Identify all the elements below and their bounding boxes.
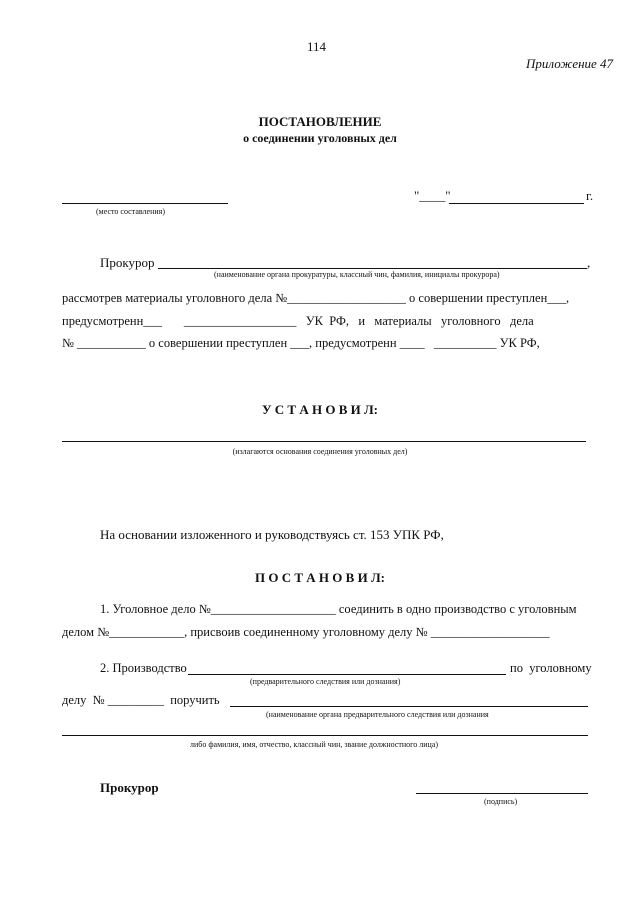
page-number: 114 [307, 39, 327, 54]
item2-line2 [230, 706, 588, 707]
place-line [62, 203, 228, 204]
body-line-1: рассмотрев материалы уголовного дела №___________________ о совершении преступлен___, [62, 291, 570, 305]
item2-right: по уголовному [510, 661, 592, 675]
item2-line3 [62, 735, 588, 736]
prosecutor-hint: (наименование органа прокуратуры, классный чин, фамилия, инициалы прокурора) [214, 270, 500, 279]
item2-hint3: либо фамилия, имя, отчество, классный чин, звание должностного лица) [190, 740, 439, 749]
document-subtitle: о соединении уголовных дел [243, 131, 397, 145]
year-suffix: г. [586, 188, 594, 203]
date-line [449, 203, 584, 204]
item2-hint2: (наименование органа предварительного следствия или дознания [266, 710, 489, 719]
signature-line [416, 793, 588, 794]
place-hint: (место составления) [96, 207, 165, 216]
appendix-label: Приложение 47 [526, 56, 614, 71]
basis-text: На основании изложенного и руководствуясь ст. 153 УПК РФ, [100, 527, 444, 542]
established-heading: У С Т А Н О В И Л: [261, 402, 378, 417]
prosecutor-label: Прокурор [100, 255, 155, 270]
item2-line2-label: делу № _________ поручить [62, 693, 220, 707]
body-line-3: № ___________ о совершении преступлен ___, предусмотренн ____ __________ УК РФ, [62, 336, 540, 350]
established-line [62, 441, 586, 442]
document-title: ПОСТАНОВЛЕНИЕ [258, 114, 382, 129]
date-quotes: "____" [414, 188, 451, 203]
decided-heading: П О С Т А Н О В И Л: [255, 570, 385, 585]
signature-hint: (подпись) [484, 797, 518, 806]
body-line-2: предусмотренн___ __________________ УК РФ, и материалы уголовного дела [62, 314, 534, 328]
established-hint: (излагаются основания соединения уголовных дел) [232, 447, 408, 456]
item1-line1: 1. Уголовное дело №____________________ соединить в одно производство с уголовным [100, 602, 577, 616]
prosecutor-comma: , [587, 255, 591, 270]
item1-line2: делом №____________, присвоив соединенному уголовному делу № ___________________ [62, 625, 550, 639]
signature-label: Прокурор [100, 780, 159, 795]
item2-label: 2. Производство [100, 661, 187, 675]
item2-line1 [188, 674, 506, 675]
item2-hint1: (предварительного следствия или дознания) [250, 677, 401, 686]
prosecutor-line [158, 268, 587, 269]
